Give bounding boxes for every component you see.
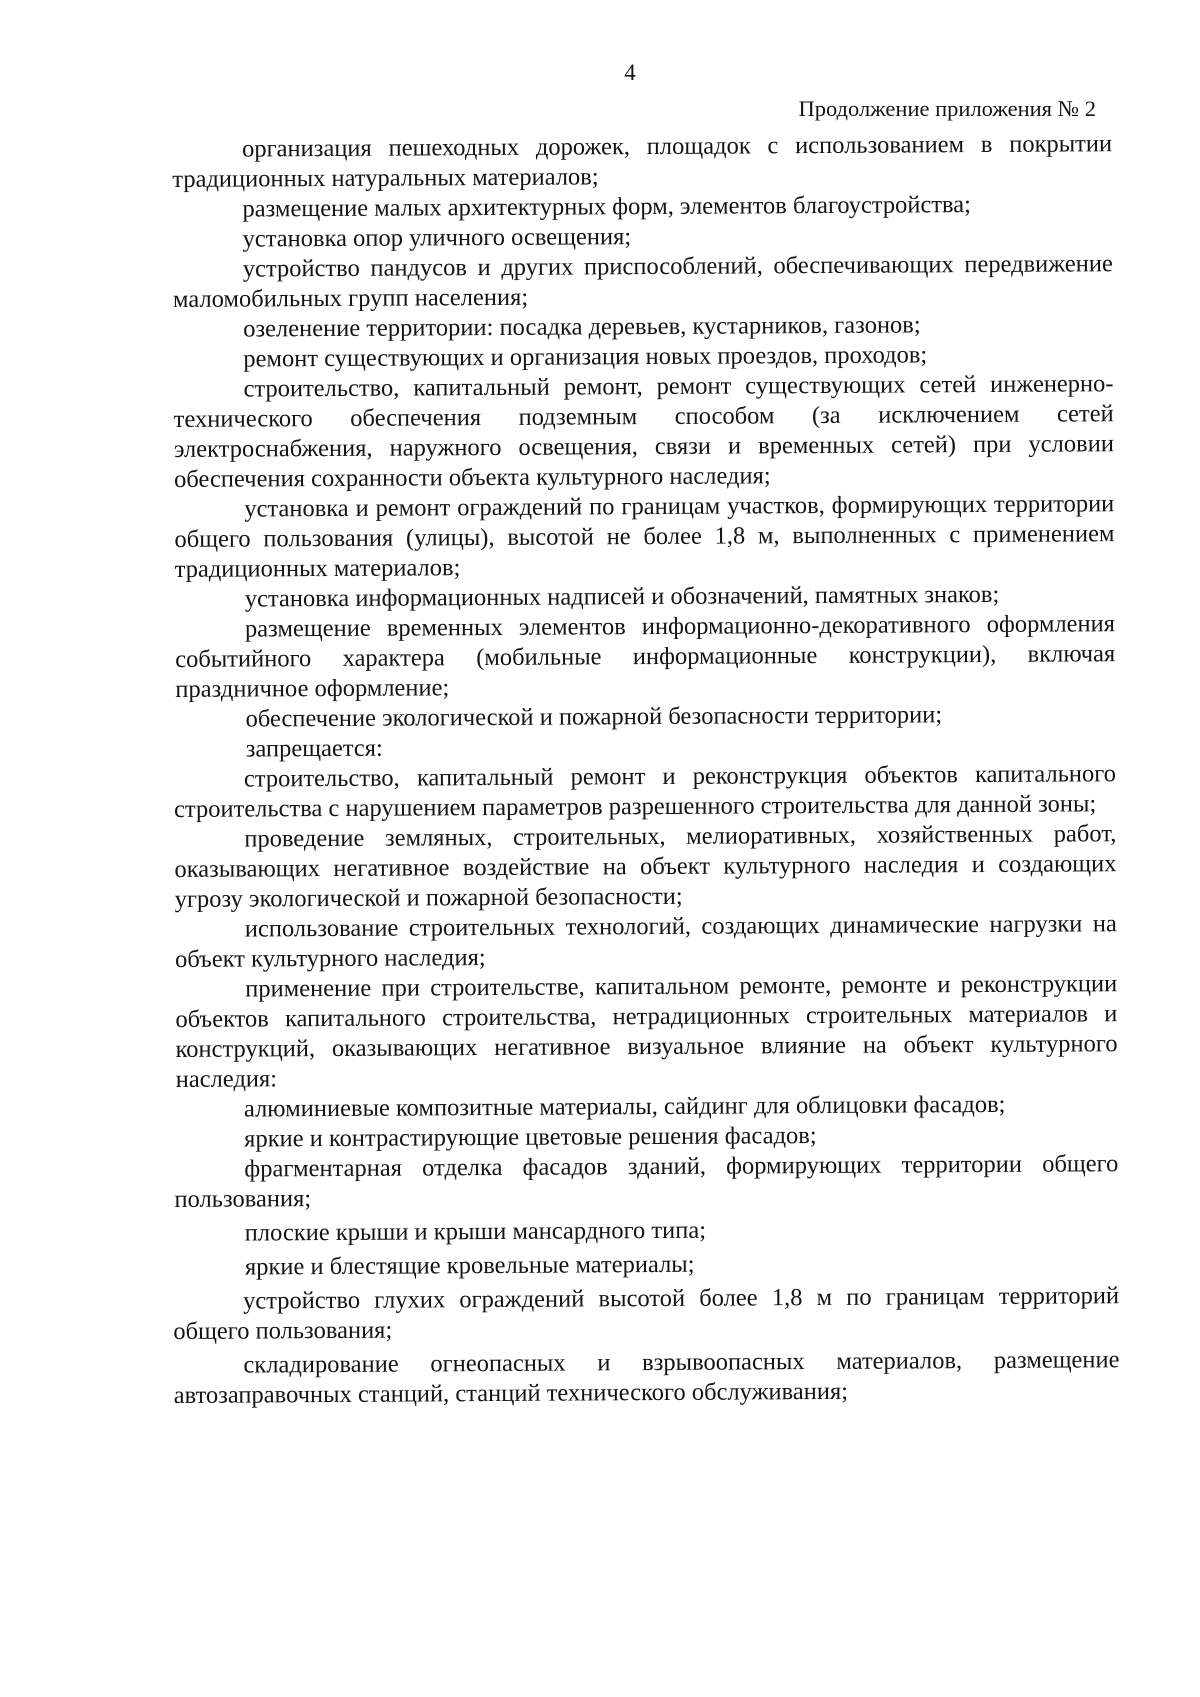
paragraph: размещение временных элементов информационно-декоративного оформления событийного характера (мобильные информационные конструкции), включая праздничное оформление;	[175, 610, 1116, 703]
paragraph: строительство, капитальный ремонт, ремонт существующих сетей инженерно-технического обеспечения подземным способом (за исключением сетей электроснабжения, наружного освещения, связи и временных сетей) при условии обеспечения сохранности объекта культурного наследия;	[173, 370, 1114, 493]
paragraph: установка опор уличного освещения;	[242, 223, 632, 253]
page-number: 4	[624, 60, 636, 85]
paragraph: озеленение территории: посадка деревьев, кустарников, газонов;	[243, 311, 921, 343]
paragraph: обеспечение экологической и пожарной безопасности территории;	[245, 701, 943, 733]
paragraph: установка и ремонт ограждений по границам участков, формирующих территории общего пользования (улицы), высотой не более 1,8 м, выполненных с применением традиционных материалов;	[174, 490, 1115, 583]
paragraph: алюминиевые композитные материалы, сайдинг для облицовки фасадов;	[243, 1090, 1006, 1123]
paragraph: ремонт существующих и организация новых проездов, проходов;	[243, 341, 928, 373]
paragraph: запрещается:	[245, 734, 383, 763]
appendix-continuation-note: Продолжение приложения № 2	[798, 96, 1096, 121]
paragraph: использование строительных технологий, создающих динамические нагрузки на объект культурного наследия;	[174, 910, 1117, 973]
paragraph: устройство пандусов и других приспособлений, обеспечивающих передвижение маломобильных групп населения;	[172, 250, 1113, 313]
paragraph: складирование огнеопасных и взрывоопасных материалов, размещение автозаправочных станций, станций технического обслуживания;	[173, 1346, 1120, 1409]
paragraph: организация пешеходных дорожек, площадок с использованием в покрытии традиционных натуральных материалов;	[172, 130, 1113, 193]
paragraph: применение при строительстве, капитальном ремонте, ремонте и реконструкции объектов капитального строительства, нетрадиционных строительных материалов и конструкций, оказывающих негативное визуальное влияние на объект культурного наследия:	[175, 970, 1118, 1093]
paragraph: плоские крыши и крыши мансардного типа;	[244, 1216, 707, 1247]
paragraph: размещение малых архитектурных форм, элементов благоустройства;	[242, 191, 971, 223]
paragraph: строительство, капитальный ремонт и реконструкция объектов капитального строительства с нарушением параметров разрешенного строительства для данной зоны;	[174, 760, 1116, 823]
paragraph: яркие и контрастирующие цветовые решения фасадов;	[244, 1122, 817, 1153]
paragraph: устройство глухих ограждений высотой более 1,8 м по границам территорий общего пользования;	[173, 1282, 1120, 1345]
paragraph: яркие и блестящие кровельные материалы;	[244, 1250, 695, 1281]
paragraph: проведение земляных, строительных, мелиоративных, хозяйственных работ, оказывающих негативное воздействие на объект культурного наследия и создающих угрозу экологической и пожарной безопасности;	[174, 820, 1117, 913]
document-body	[0, 129, 1200, 1412]
paragraph: установка информационных надписей и обозначений, памятных знаков;	[244, 580, 1000, 613]
paragraph: фрагментарная отделка фасадов зданий, формирующих территории общего пользования;	[174, 1150, 1119, 1213]
